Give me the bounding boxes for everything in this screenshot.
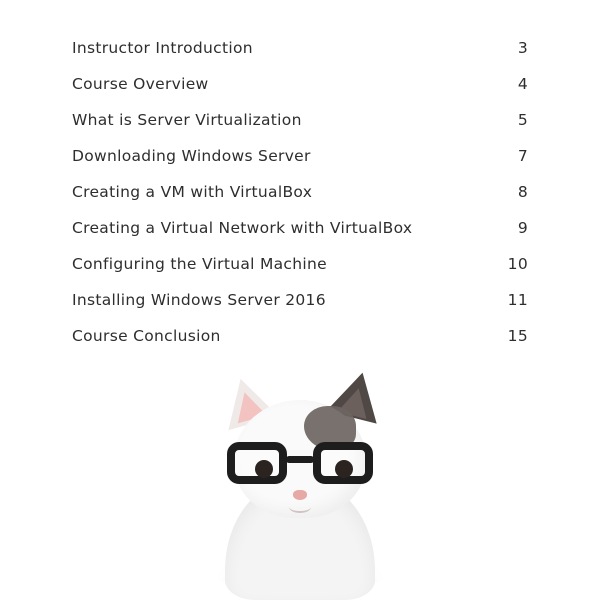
toc-entry[interactable] bbox=[72, 102, 528, 138]
toc-entry-page: 15 bbox=[507, 327, 528, 345]
toc-entry-title: Course Conclusion bbox=[72, 327, 221, 345]
toc-entry-page: 10 bbox=[507, 255, 528, 273]
toc-entry-title: What is Server Virtualization bbox=[72, 111, 302, 129]
toc-entry-page: 4 bbox=[517, 75, 528, 93]
kitten-eye-right bbox=[335, 460, 353, 478]
toc-entry-page: 3 bbox=[517, 39, 528, 57]
glasses-bridge bbox=[286, 456, 314, 463]
toc-entry-page: 5 bbox=[517, 111, 528, 129]
toc-entry[interactable] bbox=[72, 210, 528, 246]
table-of-contents bbox=[72, 30, 528, 354]
toc-entry[interactable] bbox=[72, 66, 528, 102]
kitten-figure bbox=[195, 370, 405, 600]
toc-entry[interactable] bbox=[72, 282, 528, 318]
toc-entry-title: Installing Windows Server 2016 bbox=[72, 291, 326, 309]
toc-entry-title: Configuring the Virtual Machine bbox=[72, 255, 327, 273]
toc-entry-page: 9 bbox=[517, 219, 528, 237]
kitten-nose bbox=[293, 490, 307, 500]
toc-entry-title: Course Overview bbox=[72, 75, 209, 93]
toc-entry[interactable] bbox=[72, 174, 528, 210]
kitten-eye-left bbox=[255, 460, 273, 478]
toc-entry[interactable] bbox=[72, 318, 528, 354]
toc-entry-page: 11 bbox=[507, 291, 528, 309]
toc-entry-title: Creating a VM with VirtualBox bbox=[72, 183, 313, 201]
kitten-illustration bbox=[0, 370, 600, 600]
kitten-mouth bbox=[289, 501, 311, 513]
toc-entry-page: 7 bbox=[517, 147, 528, 165]
glasses-lens-right bbox=[313, 442, 373, 484]
glasses-lens-left bbox=[227, 442, 287, 484]
toc-entry-title: Creating a Virtual Network with VirtualBox bbox=[72, 219, 413, 237]
toc-entry-title: Instructor Introduction bbox=[72, 39, 253, 57]
toc-entry-page: 8 bbox=[517, 183, 528, 201]
glasses-icon bbox=[225, 442, 375, 486]
toc-entry[interactable] bbox=[72, 30, 528, 66]
toc-entry[interactable] bbox=[72, 138, 528, 174]
toc-entry-title: Downloading Windows Server bbox=[72, 147, 311, 165]
toc-entry[interactable] bbox=[72, 246, 528, 282]
